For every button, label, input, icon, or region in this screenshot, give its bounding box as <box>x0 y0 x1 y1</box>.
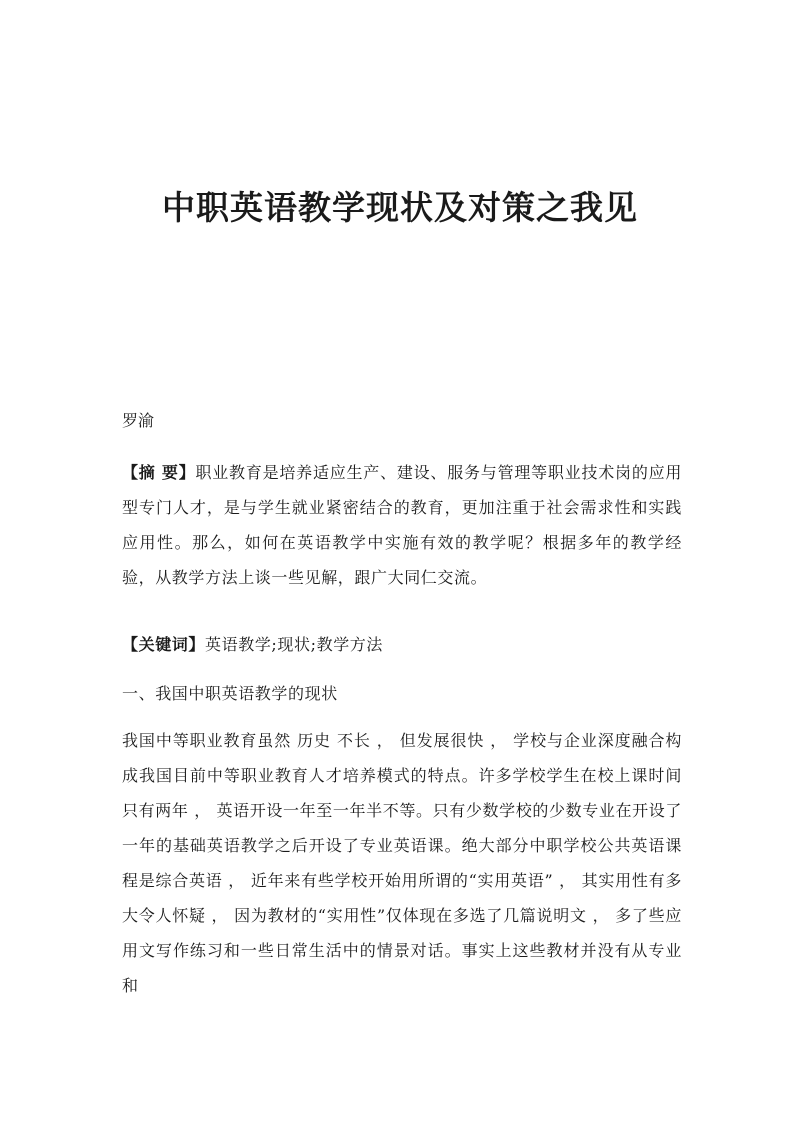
abstract-text: 职业教育是培养适应生产、建设、服务与管理等职业技术岗的应用型专门人才，是与学生就业紧密结合的教育，更加注重于社会需求性和实践应用性。那么，如何在英语教学中实施有效的教学呢？根据多年的教学经验，从教学方法上谈一些见解，跟广大同仁交流。 <box>122 463 682 587</box>
section-heading: 一、我国中职英语教学的现状 <box>122 684 338 703</box>
keywords-text: 英语教学;现状;教学方法 <box>205 635 383 654</box>
section-body-paragraph: 我国中等职业教育虽然 历史 不长 ， 但发展很快 ， 学校与企业深度融合构成我国目前中等职业教育人才培养模式的特点。许多学校学生在校上课时间只有两年 ， 英语开设一年至一年半不等。只有少数学校的少数专业在开设了一年的基础英语教学之后开设了专业英语课。绝大部分中职学校公共英语课程是综合英语 ， 近年来有些学校开始用所谓的“实用英语” ， 其实用性有多大令人怀疑 ， 因为教材的“实用性”仅体现在多选了几篇说明文 ， 多了些应用文写作练习和一些日常生活中的情景对话。事实上这些教材并没有从专业和 <box>122 731 682 995</box>
author-name: 罗渝 <box>122 411 155 430</box>
keywords-line <box>122 627 682 662</box>
document-title: 中职英语教学现状及对策之我见 <box>162 188 638 227</box>
abstract-paragraph <box>122 455 682 595</box>
keywords-label: 【关键词】 <box>122 635 206 654</box>
abstract-label: 【摘 要】 <box>122 463 196 482</box>
